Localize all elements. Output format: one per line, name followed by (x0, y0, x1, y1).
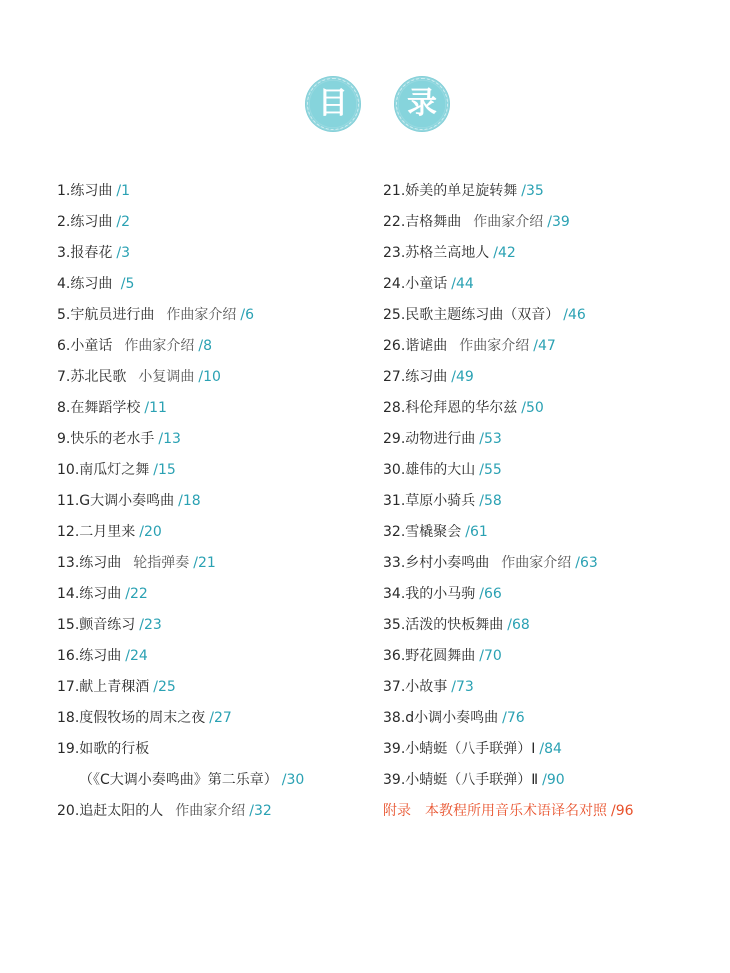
toc-entry[interactable] (383, 645, 502, 667)
toc-entry-title: 4.练习曲 (57, 276, 113, 292)
toc-entry-title: 34.我的小马驹 (383, 586, 476, 602)
toc-entry[interactable] (383, 521, 488, 543)
toc-entry-page: /44 (451, 276, 474, 292)
toc-entry[interactable] (57, 738, 149, 760)
toc-entry-page: /18 (178, 493, 201, 509)
toc-entry-page: /6 (240, 307, 254, 323)
toc-entry-page: /20 (139, 524, 162, 540)
toc-entry-title: 3.报春花 (57, 245, 113, 261)
toc-entry[interactable] (57, 180, 130, 202)
toc-entry-title: 39.小蜻蜓（八手联弹）Ⅰ (383, 741, 536, 757)
toc-entry-title: 36.野花圆舞曲 (383, 648, 476, 664)
toc-entry-title: 7.苏北民歌 (57, 369, 127, 385)
toc-entry-title: 37.小故事 (383, 679, 448, 695)
toc-entry-title: 33.乡村小奏鸣曲 (383, 555, 490, 571)
toc-entry[interactable] (383, 428, 502, 450)
heading-badge-lu (394, 76, 450, 132)
toc-entry-page: /49 (451, 369, 474, 385)
toc-entry-page: /25 (153, 679, 176, 695)
toc-entry[interactable] (383, 614, 530, 636)
toc-entry-title: （《C大调小奏鸣曲》第二乐章） (79, 772, 278, 788)
toc-entry[interactable] (57, 490, 201, 512)
toc-entry-page: /70 (479, 648, 502, 664)
toc-entry-page: /53 (479, 431, 502, 447)
heading-char-1: 目 (318, 86, 348, 121)
toc-entry[interactable] (57, 583, 148, 605)
toc-entry-title: 26.谐谑曲 (383, 338, 448, 354)
toc-entry-page: /27 (209, 710, 232, 726)
toc-entry-page: /90 (542, 772, 565, 788)
toc-entry[interactable] (383, 211, 570, 233)
toc-entry[interactable] (383, 242, 516, 264)
toc-entry-page: /11 (144, 400, 167, 416)
toc-entry-page: /50 (521, 400, 544, 416)
toc-entry-title: 24.小童话 (383, 276, 448, 292)
toc-entry[interactable] (57, 397, 167, 419)
toc-entry[interactable] (57, 273, 134, 295)
toc-entry-title: 38.d小调小奏鸣曲 (383, 710, 499, 726)
toc-entry-page: /47 (533, 338, 556, 354)
toc-entry-note: 作曲家介绍 (459, 338, 530, 354)
toc-entry-page: /39 (547, 214, 570, 230)
toc-entry-page: /46 (563, 307, 586, 323)
toc-entry-page: /76 (502, 710, 525, 726)
toc-entry-title: 22.吉格舞曲 (383, 214, 462, 230)
toc-entry[interactable] (57, 366, 221, 388)
toc-entry[interactable] (383, 769, 565, 791)
toc-entry-page: /55 (479, 462, 502, 478)
toc-entry-page: /22 (125, 586, 148, 602)
toc-entry-title: 20.追赶太阳的人 (57, 803, 164, 819)
toc-entry-title: 28.科伦拜恩的华尔兹 (383, 400, 518, 416)
heading-char-2: 录 (407, 86, 437, 121)
toc-entry[interactable] (79, 769, 304, 791)
toc-entry-note: 作曲家介绍 (166, 307, 237, 323)
toc-entry-title: 32.雪橇聚会 (383, 524, 462, 540)
toc-entry[interactable] (57, 521, 162, 543)
toc-entry-note: 作曲家介绍 (473, 214, 544, 230)
toc-entry-title: 10.南瓜灯之舞 (57, 462, 150, 478)
toc-entry[interactable] (383, 397, 544, 419)
toc-entry[interactable] (383, 459, 502, 481)
toc-entry-title: 39.小蜻蜓（八手联弹）Ⅱ (383, 772, 539, 788)
toc-entry[interactable] (57, 211, 130, 233)
toc-entry-title: 8.在舞蹈学校 (57, 400, 141, 416)
toc-entry-title: 31.草原小骑兵 (383, 493, 476, 509)
toc-entry-title: 16.练习曲 (57, 648, 122, 664)
toc-entry-page: /84 (539, 741, 562, 757)
toc-entry-page: /23 (139, 617, 162, 633)
toc-entry-page: /32 (249, 803, 272, 819)
toc-entry[interactable] (57, 459, 176, 481)
toc-entry-title: 21.娇美的单足旋转舞 (383, 183, 518, 199)
toc-entry-note: 作曲家介绍 (124, 338, 195, 354)
toc-entry[interactable] (383, 738, 562, 760)
toc-entry-title: 15.颤音练习 (57, 617, 136, 633)
toc-entry-title: 14.练习曲 (57, 586, 122, 602)
toc-entry-page: /13 (158, 431, 181, 447)
toc-entry-page: /68 (507, 617, 530, 633)
toc-entry-note: 作曲家介绍 (501, 555, 572, 571)
toc-entry[interactable] (57, 552, 216, 574)
toc-entry-page: /1 (116, 183, 130, 199)
toc-entry-page: /2 (116, 214, 130, 230)
toc-entry[interactable] (383, 490, 502, 512)
toc-entry-page: /42 (493, 245, 516, 261)
toc-entry[interactable] (383, 552, 598, 574)
toc-entry[interactable] (383, 800, 634, 822)
toc-entry-page: /35 (521, 183, 544, 199)
toc-entry-page: /10 (198, 369, 221, 385)
toc-entry-title: 23.苏格兰高地人 (383, 245, 490, 261)
toc-entry-page: /61 (465, 524, 488, 540)
toc-entry-title: 附录 本教程所用音乐术语译名对照 (383, 803, 607, 819)
toc-entry-title: 35.活泼的快板舞曲 (383, 617, 504, 633)
toc-entry-page: /24 (125, 648, 148, 664)
heading-badge-mu (305, 76, 361, 132)
toc-entry-title: 1.练习曲 (57, 183, 113, 199)
toc-entry-page: /5 (116, 276, 135, 292)
toc-entry-title: 19.如歌的行板 (57, 741, 150, 757)
toc-entry-title: 11.G大调小奏鸣曲 (57, 493, 175, 509)
toc-entry-page: /63 (575, 555, 598, 571)
toc-entry[interactable] (57, 707, 232, 729)
toc-entry[interactable] (57, 304, 254, 326)
toc-entry-title: 2.练习曲 (57, 214, 113, 230)
toc-entry-title: 12.二月里来 (57, 524, 136, 540)
toc-entry-page: /8 (198, 338, 212, 354)
toc-entry[interactable] (383, 273, 474, 295)
toc-entry-note: 轮指弹奏 (133, 555, 190, 571)
toc-entry[interactable] (383, 583, 502, 605)
toc-entry[interactable] (383, 676, 474, 698)
toc-entry-page: /3 (116, 245, 130, 261)
toc-entry[interactable] (57, 242, 130, 264)
toc-entry[interactable] (383, 366, 474, 388)
toc-entry-title: 9.快乐的老水手 (57, 431, 155, 447)
toc-entry[interactable] (383, 335, 556, 357)
toc-entry[interactable] (57, 614, 162, 636)
toc-entry-title: 27.练习曲 (383, 369, 448, 385)
toc-entry-title: 30.雄伟的大山 (383, 462, 476, 478)
toc-entry-title: 17.献上青稞酒 (57, 679, 150, 695)
toc-entry-page: /58 (479, 493, 502, 509)
toc-entry-page: /30 (281, 772, 305, 788)
toc-entry-title: 29.动物进行曲 (383, 431, 476, 447)
toc-entry[interactable] (57, 428, 181, 450)
toc-entry-page: /15 (153, 462, 176, 478)
toc-entry-page: /73 (451, 679, 474, 695)
toc-entry-note: 小复调曲 (138, 369, 195, 385)
toc-entry[interactable] (383, 180, 544, 202)
toc-entry-title: 6.小童话 (57, 338, 113, 354)
toc-entry[interactable] (57, 676, 176, 698)
toc-entry[interactable] (383, 304, 586, 326)
toc-entry-title: 13.练习曲 (57, 555, 122, 571)
toc-heading (0, 76, 730, 134)
toc-entry[interactable] (57, 800, 272, 822)
toc-entry-title: 18.度假牧场的周末之夜 (57, 710, 206, 726)
toc-entry[interactable] (57, 335, 212, 357)
toc-entry-title: 25.民歌主题练习曲（双音） (383, 307, 560, 323)
toc-entry[interactable] (57, 645, 148, 667)
toc-entry[interactable] (383, 707, 525, 729)
toc-entry-page: /66 (479, 586, 502, 602)
toc-entry-page: /21 (193, 555, 216, 571)
toc-entry-page: /96 (611, 803, 634, 819)
toc-entry-title: 5.宇航员进行曲 (57, 307, 155, 323)
toc-entry-note: 作曲家介绍 (175, 803, 246, 819)
